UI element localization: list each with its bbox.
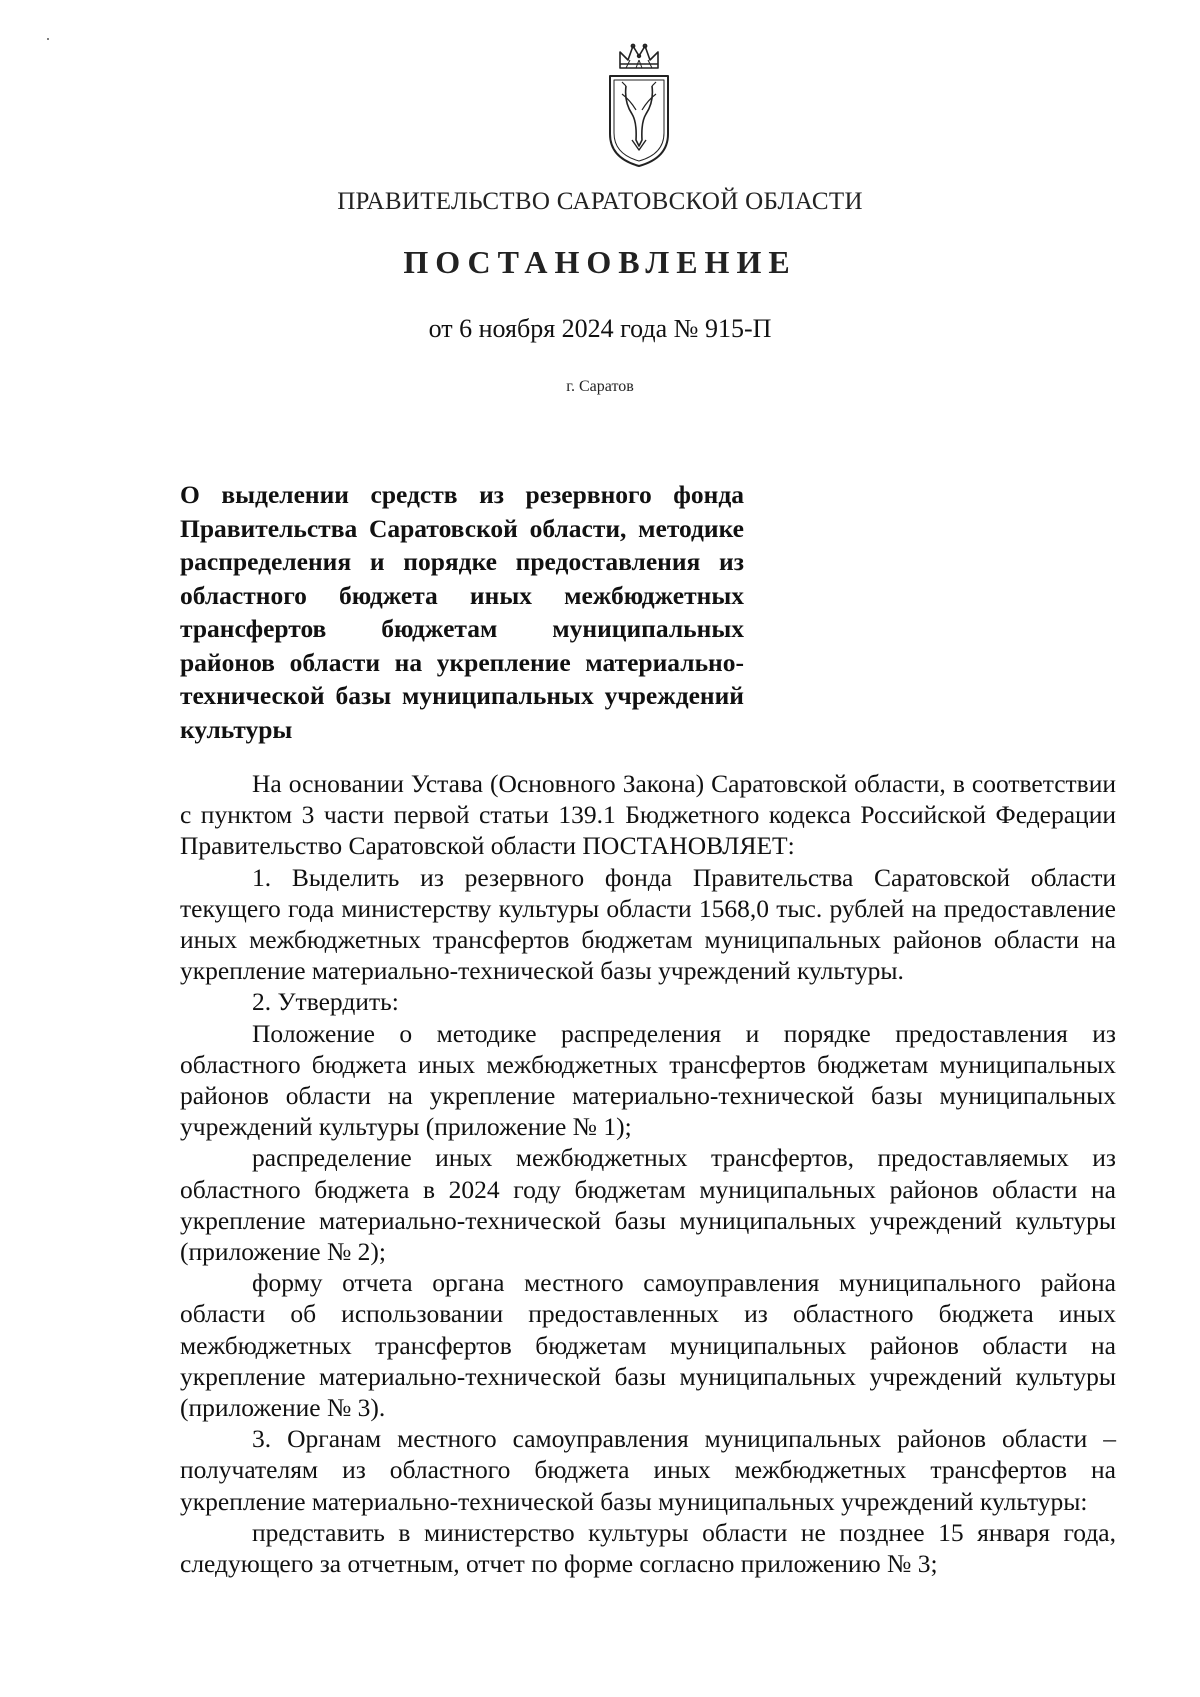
body-paragraph: представить в министерство культуры области не позднее 15 января года, следующего за отчетным, отчет по форме согласно приложению № 3; [180, 1517, 1116, 1579]
document-title: О выделении средств из резервного фонда Правительства Саратовской области, методике распределения и порядке предоставления из областного бюджета иных межбюджетных трансфертов бюджетам муниципальных районов области на укрепление материально-технической базы муниципальных учреждений культуры [180, 480, 744, 744]
document-city: г. Саратов [566, 378, 634, 395]
organization-name: ПРАВИТЕЛЬСТВО САРАТОВСКОЙ ОБЛАСТИ [337, 188, 863, 215]
document-date-number: от 6 ноября 2024 года № 915-П [428, 314, 772, 343]
document-type-heading: ПОСТАНОВЛЕНИЕ [403, 244, 797, 280]
body-paragraph: форму отчета органа местного самоуправления муниципального района области об использовании предоставленных из областного бюджета иных межбюджетных трансфертов бюджетам муниципальных районов области на укрепление материально-технической базы муниципальных учреждений культуры (приложение № 3). [180, 1268, 1116, 1423]
document-body [180, 768, 1116, 1579]
body-paragraph: 1. Выделить из резервного фонда Правительства Саратовской области текущего года министерству культуры области 1568,0 тыс. рублей на предоставление иных межбюджетных трансфертов бюджетам муниципальных районов области на укрепление материально-технической базы учреждений культуры. [180, 862, 1116, 986]
body-paragraph: 3. Органам местного самоуправления муниципальных районов области – получателям из областного бюджета иных межбюджетных трансфертов на укрепление материально-технической базы муниципальных учреждений культуры: [180, 1424, 1116, 1516]
saratov-coat-of-arms-icon [606, 42, 672, 170]
body-paragraph: 2. Утвердить: [252, 987, 399, 1017]
body-paragraph: Положение о методике распределения и порядке предоставления из областного бюджета иных межбюджетных трансфертов бюджетам муниципальных районов области на укрепление материально-технической базы муниципальных учреждений культуры (приложение № 1); [180, 1018, 1116, 1142]
scan-speck [47, 38, 49, 40]
body-paragraph: распределение иных межбюджетных трансфертов, предоставляемых из областного бюджета в 2024 году бюджетам муниципальных районов области на укрепление материально-технической базы муниципальных учреждений культуры (приложение № 2); [180, 1143, 1116, 1267]
body-paragraph: На основании Устава (Основного Закона) Саратовской области, в соответствии с пунктом 3 части первой статьи 139.1 Бюджетного кодекса Российской Федерации Правительство Саратовской области ПОСТАНОВЛЯЕТ: [180, 769, 1116, 861]
